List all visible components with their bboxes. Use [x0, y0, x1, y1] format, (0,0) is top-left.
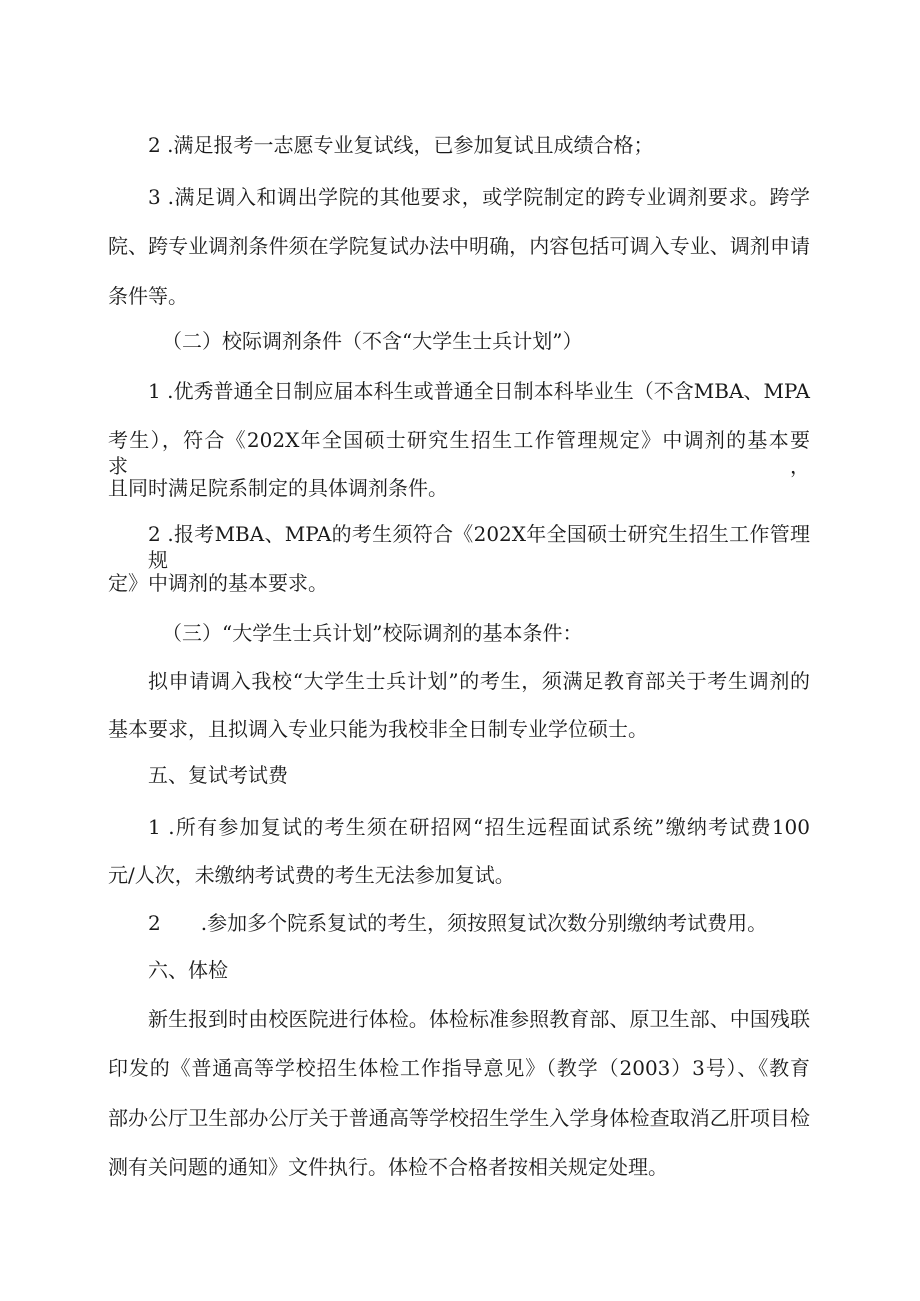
soldier-plan-paragraph-end: 基本要求，且拟调入专业只能为我校非全日制专业学位硕士。 [108, 717, 648, 741]
section-heading-soldier-plan: （三）“大学生士兵计划”校际调剂的基本条件： [162, 621, 583, 645]
requirement-item-3-end: 条件等。 [108, 284, 188, 308]
inter-school-item-1-end: 且同时满足院系制定的具体调剂条件。 [108, 476, 448, 500]
requirement-item-3-cont: 院、跨专业调剂条件须在学院复试办法中明确，内容包括可调入专业、调剂申请 [108, 234, 810, 258]
exam-fee-item-1-end: 元/人次，未缴纳考试费的考生无法参加复试。 [108, 863, 515, 887]
soldier-plan-paragraph: 拟申请调入我校“大学生士兵计划”的考生，须满足教育部关于考生调剂的 [148, 669, 810, 693]
exam-fee-item-1: 1 .所有参加复试的考生须在研招网“招生远程面试系统”缴纳考试费100 [148, 815, 810, 839]
physical-exam-paragraph: 新生报到时由校医院进行体检。体检标准参照教育部、原卫生部、中国残联 [148, 1007, 810, 1031]
exam-fee-item-2: 2 .参加多个院系复试的考生，须按照复试次数分别缴纳考试费用。 [148, 911, 768, 935]
requirement-item-3: 3 .满足调入和调出学院的其他要求，或学院制定的跨专业调剂要求。跨学 [148, 185, 810, 209]
inter-school-item-1-cont: 考生），符合《202X年全国硕士研究生招生工作管理规定》中调剂的基本要求， [108, 428, 810, 478]
inter-school-item-2: 2 .报考MBA、MPA的考生须符合《202X年全国硕士研究生招生工作管理规 [148, 522, 810, 572]
inter-school-item-1: 1 .优秀普通全日制应届本科生或普通全日制本科毕业生（不含MBA、MPA [148, 379, 810, 403]
physical-exam-paragraph-3: 部办公厅卫生部办公厅关于普通高等学校招生学生入学身体检查取消乙肝项目检 [108, 1106, 810, 1130]
inter-school-item-2-end: 定》中调剂的基本要求。 [108, 571, 328, 595]
physical-exam-paragraph-end: 测有关问题的通知》文件执行。体检不合格者按相关规定处理。 [108, 1155, 668, 1179]
physical-exam-paragraph-2: 印发的《普通高等学校招生体检工作指导意见》（教学（2003）3号）、《教育 [108, 1056, 810, 1080]
requirement-item-2: 2 .满足报考一志愿专业复试线，已参加复试且成绩合格； [148, 133, 654, 157]
section-heading-exam-fee: 五、复试考试费 [148, 763, 288, 787]
section-heading-inter-school: （二）校际调剂条件（不含“大学生士兵计划”） [162, 329, 583, 353]
section-heading-physical-exam: 六、体检 [148, 958, 228, 982]
